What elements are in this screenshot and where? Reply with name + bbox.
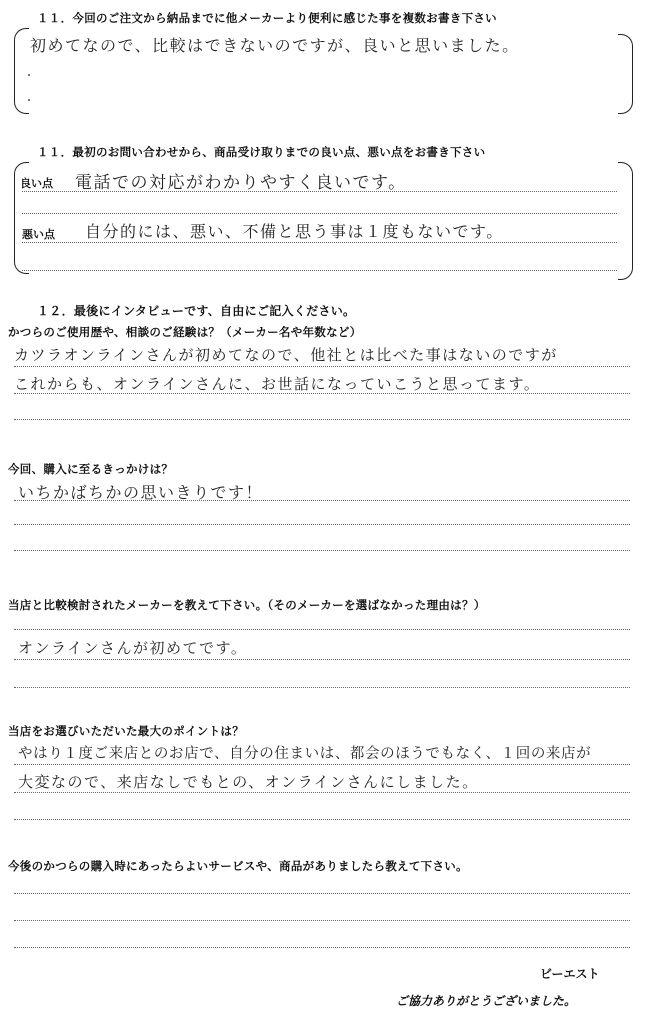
good-bad-bracket-right bbox=[618, 162, 633, 280]
rule-line bbox=[22, 191, 617, 192]
answer-reason-line1: やはり１度ご来店とのお店で、自分の住まいは、都会のほうでもなく、１回の来店が bbox=[18, 746, 592, 762]
answer-history-line2: これからも、オンラインさんに、お世話になっていこうと思ってます。 bbox=[14, 375, 541, 393]
rule-line bbox=[14, 920, 630, 921]
rule-line bbox=[14, 550, 630, 551]
company-name: ビーエスト bbox=[540, 967, 600, 981]
bullet-3: ・ bbox=[24, 96, 34, 107]
answer-reason-line2: 大変なので、来店なしでもとの、オンラインさんにしました。 bbox=[18, 773, 479, 791]
rule-line bbox=[22, 270, 617, 271]
rule-line bbox=[22, 213, 617, 214]
rule-line bbox=[14, 792, 630, 793]
question-history: かつらのご使用歴や、相談のご経験は？（メーカー名や年数など） bbox=[8, 325, 362, 339]
question-11-convenience: １１．今回のご注文から納品までに他メーカーより便利に感じた事を複数お書き下さい bbox=[37, 11, 497, 25]
question-trigger: 今回、購入に至るきっかけは？ bbox=[8, 462, 174, 476]
question-compare: 当店と比較検討されたメーカーを教えて下さい。（そのメーカーを選ばなかった理由は？） bbox=[8, 598, 486, 612]
question-reason: 当店をお選びいただいた最大のポイントは？ bbox=[8, 724, 244, 738]
bullet-2: ・ bbox=[24, 71, 34, 82]
rule-line bbox=[14, 819, 630, 820]
rule-line bbox=[14, 947, 630, 948]
rule-line bbox=[14, 764, 630, 765]
rule-line bbox=[14, 393, 630, 394]
question-future: 今後のかつらの購入時にあったらよいサービスや、商品がありましたら教えて下さい。 bbox=[8, 859, 468, 873]
rule-line bbox=[14, 687, 630, 688]
answer-history-line1: カツラオンラインさんが初めてなので、他社とは比べた事はないのですが bbox=[14, 346, 558, 364]
rule-line bbox=[14, 629, 630, 630]
good-point-answer: 電話での対応がわかりやすく良いです。 bbox=[75, 173, 407, 193]
bad-point-label: 悪い点 bbox=[22, 228, 55, 241]
good-point-label: 良い点 bbox=[20, 177, 53, 190]
rule-line bbox=[14, 500, 630, 501]
answer-bracket-right bbox=[618, 34, 633, 114]
question-12: １２．最後にインタビューです、自由にご記入ください。 bbox=[37, 304, 356, 318]
rule-line bbox=[14, 366, 630, 367]
rule-line bbox=[14, 524, 630, 525]
answer-trigger: いちかばちかの思いきりです！ bbox=[18, 483, 264, 502]
answer-compare: オンラインさんが初めてです。 bbox=[18, 639, 248, 657]
rule-line bbox=[22, 242, 617, 243]
rule-line bbox=[14, 419, 630, 420]
bad-point-answer: 自分的には、悪い、不備と思う事は１度もないです。 bbox=[85, 222, 504, 241]
question-11-good-bad: １１．最初のお問い合わせから、商品受け取りまでの良い点、悪い点をお書き下さい bbox=[37, 145, 486, 159]
rule-line bbox=[14, 659, 630, 660]
rule-line bbox=[14, 893, 630, 894]
thanks-message: ご協力ありがとうございました。 bbox=[396, 994, 577, 1008]
answer-11-convenience: 初めてなので、比較はできないのですが、良いと思いました。 bbox=[30, 36, 520, 55]
